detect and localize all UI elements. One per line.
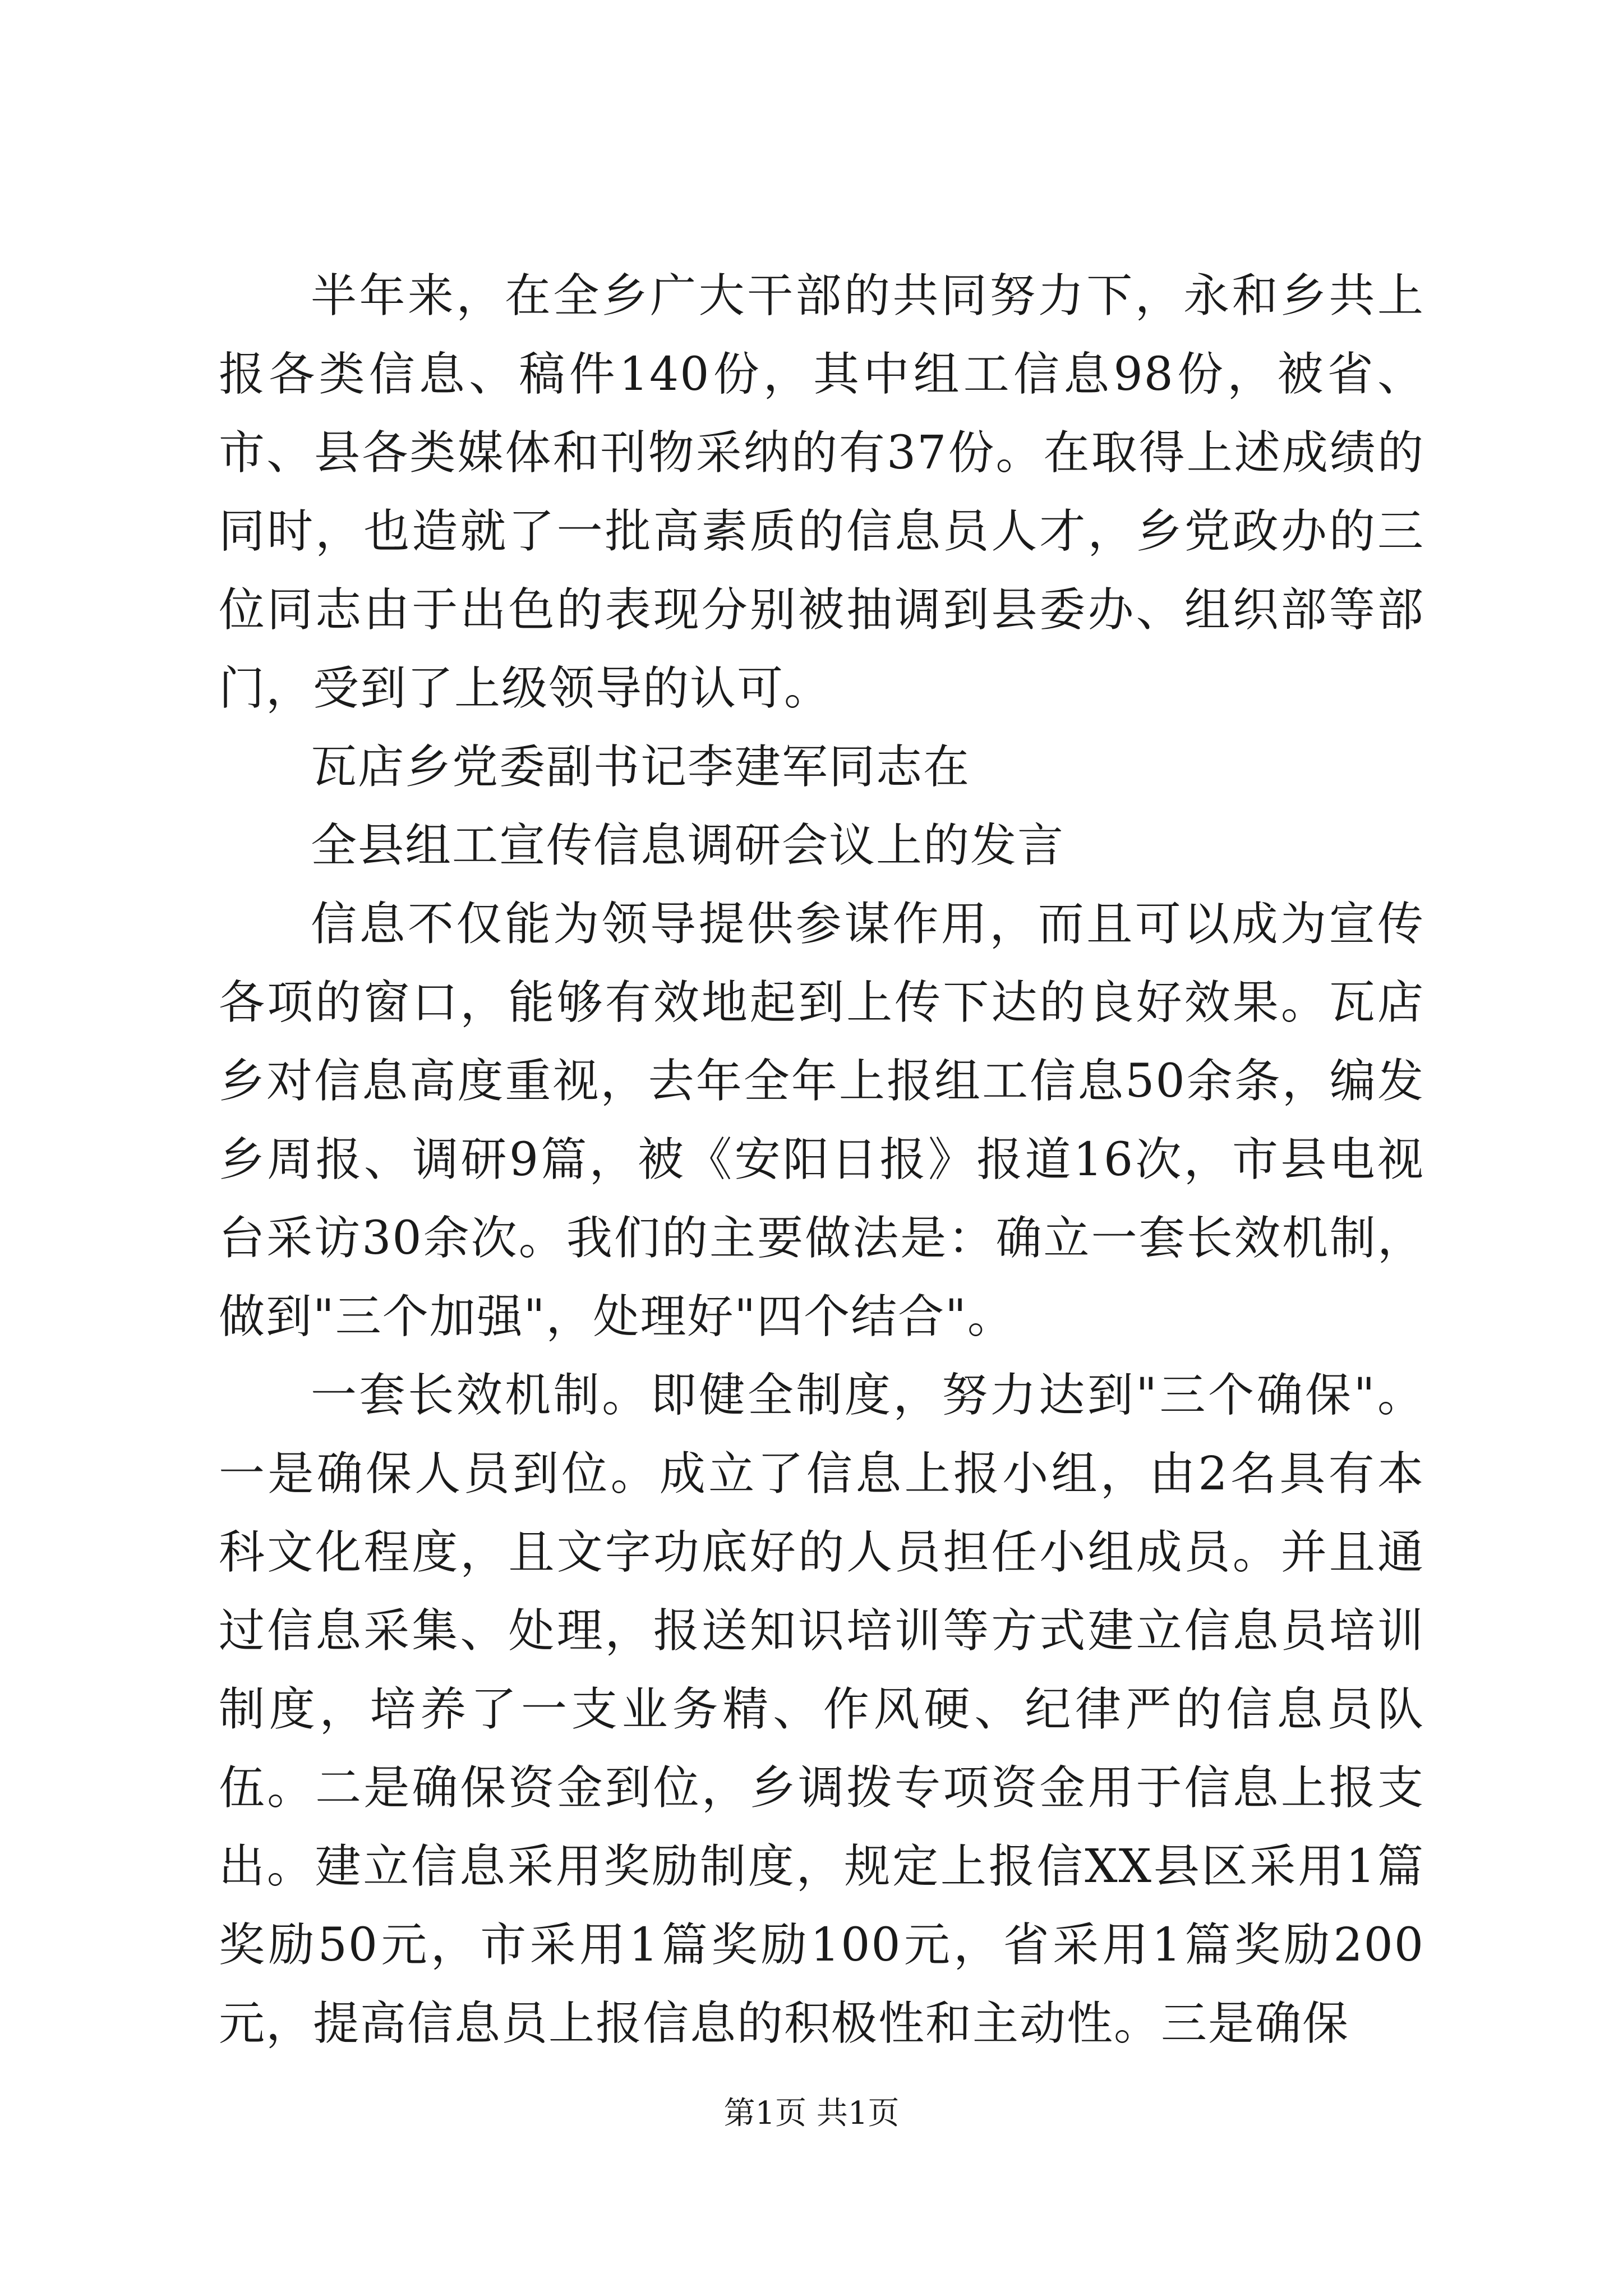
- document-body: [219, 257, 1424, 2063]
- paragraph-intro: 信息不仅能为领导提供参谋作用，而且可以成为宣传各项的窗口，能够有效地起到上传下达的良好效果。瓦店乡对信息高度重视，去年全年上报组工信息50余条，编发乡周报、调研9篇，被《安阳日报》报道16次，市县电视台采访30余次。我们的主要做法是：确立一套长效机制，做到"三个加强"，处理好"四个结合"。: [219, 898, 1424, 1343]
- speech-title-line-1: 瓦店乡党委副书记李建军同志在: [311, 740, 971, 794]
- page-footer: 第1页 共1页: [723, 2095, 900, 2132]
- paragraph-summary: 半年来，在全乡广大干部的共同努力下，永和乡共上报各类信息、稿件140份，其中组工信息98份，被省、市、县各类媒体和刊物采纳的有37份。在取得上述成绩的同时，也造就了一批高素质的信息员人才，乡党政办的三位同志由于出色的表现分别被抽调到县委办、组织部等部门，受到了上级领导的认可。: [219, 269, 1424, 715]
- speech-title-line-2: 全县组工宣传信息调研会议上的发言: [311, 819, 1065, 872]
- paragraph-mechanism: 一套长效机制。即健全制度，努力达到"三个确保"。一是确保人员到位。成立了信息上报小组，由2名具有本科文化程度，且文字功底好的人员担任小组成员。并且通过信息采集、处理，报送知识培训等方式建立信息员培训制度，培养了一支业务精、作风硬、纪律严的信息员队伍。二是确保资金到位，乡调拨专项资金用于信息上报支出。建立信息采用奖励制度，规定上报信XX县区采用1篇奖励50元，市采用1篇奖励100元，省采用1篇奖励200元，提高信息员上报信息的积极性和主动性。三是确保: [219, 1369, 1424, 2050]
